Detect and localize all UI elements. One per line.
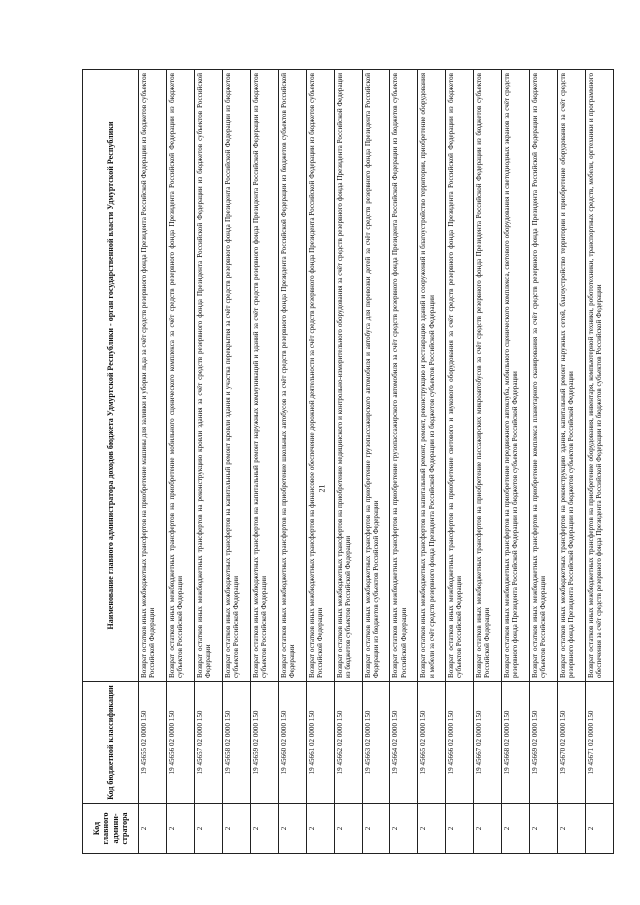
cell-admin-code: 2 — [194, 804, 222, 854]
cell-name: Возврат остатков иных межбюджетных трансфертов на капитальный ремонт наружных коммуникаций и зданий за счёт средств резервного фонда Президента Российской Федерации из бюджетов субъектов Российской Федерации — [250, 70, 278, 682]
cell-name: Возврат остатков иных межбюджетных трансфертов на приобретение мобильного сценического комплекса за счёт средств резервного фонда Президента Российской Федерации из бюджетов субъектов Российской Федерации — [166, 70, 194, 682]
table-row — [194, 70, 222, 854]
cell-budget-code: 19 45664 02 0000 150 — [390, 682, 418, 804]
table-body — [139, 70, 614, 854]
table-row — [222, 70, 250, 854]
cell-admin-code: 2 — [530, 804, 558, 854]
cell-budget-code: 19 45659 02 0000 150 — [250, 682, 278, 804]
header-budget-code: Код бюджетной классификации — [83, 682, 139, 804]
table-row — [166, 70, 194, 854]
cell-admin-code: 2 — [334, 804, 362, 854]
cell-admin-code: 2 — [250, 804, 278, 854]
cell-budget-code: 19 45658 02 0000 150 — [222, 682, 250, 804]
cell-name: Возврат остатков иных межбюджетных трансфертов на приобретение школьных автобусов за счёт средств резервного фонда Президента Российской Федерации из бюджетов субъектов Российской Федерации — [278, 70, 306, 682]
cell-name: Возврат остатков иных межбюджетных трансфертов на приобретение медицинского и контрольно-измерительного оборудования за счёт средств резервного фонда Президента Российской Федерации из бюджетов субъектов Российской Федерации — [334, 70, 362, 682]
cell-admin-code: 2 — [446, 804, 474, 854]
table-row — [530, 70, 558, 854]
cell-name: Возврат остатков иных межбюджетных трансфертов на приобретение комплекса планетарного сканирования за счёт средств резервного фонда Президента Российской Федерации из бюджетов субъектов Российской Федерации — [530, 70, 558, 682]
cell-budget-code: 19 45671 02 0000 150 — [586, 682, 614, 804]
cell-name: Возврат остатков иных межбюджетных трансфертов на реконструкцию здания, капитальный ремонт наружных сетей, благоустройство территории и приобретение оборудования за счёт средств резервного фонда Президента Российской Федерации из бюджетов субъектов Российской Федерации — [558, 70, 586, 682]
cell-name: Возврат остатков иных межбюджетных трансфертов на приобретение машины для заливки и уборки льда за счёт средств резервного фонда Президента Российской Федерации из бюджетов субъектов Российской Федерации — [139, 70, 167, 682]
cell-budget-code: 19 45669 02 0000 150 — [530, 682, 558, 804]
cell-name: Возврат остатков иных межбюджетных трансфертов на приобретение грузопассажирского автомобиля за счёт средств резервного фонда Президента Российской Федерации из бюджетов субъектов Российской Федерации — [390, 70, 418, 682]
cell-admin-code: 2 — [474, 804, 502, 854]
cell-budget-code: 19 45663 02 0000 150 — [362, 682, 390, 804]
cell-name: Возврат остатков иных межбюджетных трансфертов на приобретение светового и звукового оборудования за счёт средств резервного фонда Президента Российской Федерации из бюджетов субъектов Российской Федерации — [446, 70, 474, 682]
cell-name: Возврат остатков иных межбюджетных трансфертов на приобретение пассажирских микроавтобусов за счёт средств резервного фонда Президента Российской Федерации из бюджетов субъектов Российской Федерации — [474, 70, 502, 682]
cell-admin-code: 2 — [166, 804, 194, 854]
header-admin-code: Код главного админи-стратора — [83, 804, 139, 854]
table-row — [418, 70, 446, 854]
cell-name: Возврат остатков иных межбюджетных трансфертов на реконструкцию кровли здания за счёт средств резервного фонда Президента Российской Федерации из бюджетов субъектов Российской Федерации — [194, 70, 222, 682]
cell-name: Возврат остатков иных межбюджетных трансфертов на приобретение грузопассажирского автомобиля и автобуса для перевозки детей за счёт средств резервного фонда Президента Российской Федерации из бюджетов субъектов Российской Федерации — [362, 70, 390, 682]
table-row — [334, 70, 362, 854]
cell-budget-code: 19 45661 02 0000 150 — [306, 682, 334, 804]
cell-budget-code: 19 45665 02 0000 150 — [418, 682, 446, 804]
table-row — [362, 70, 390, 854]
document-table-area — [82, 70, 614, 854]
cell-name: Возврат остатков иных межбюджетных трансфертов на финансовое обеспечение дорожной деятельности за счёт средств резервного фонда Президента Российской Федерации из бюджетов субъектов Российской Федерации — [306, 70, 334, 682]
cell-name: Возврат остатков иных межбюджетных трансфертов на капитальный ремонт, ремонт, реконструкцию и реставрацию зданий и сооружений и благоустройство территории, приобретение оборудования и мебели за счёт средств резервного фонда Президента Российской Федерации из бюджетов субъектов Российской Федерации — [418, 70, 446, 682]
cell-budget-code: 19 45657 02 0000 150 — [194, 682, 222, 804]
cell-admin-code: 2 — [502, 804, 530, 854]
cell-budget-code: 19 45670 02 0000 150 — [558, 682, 586, 804]
cell-name: Возврат остатков иных межбюджетных трансфертов на приобретение оборудования, инвентаря, компьютерной техники, робототехники, транспортных средств, мебели, оргтехники и программного обеспечения за счёт средств резервного фонда Президента Российской Федерации из бюджетов субъектов Российской Федерации — [586, 70, 614, 682]
cell-budget-code: 19 45656 02 0000 150 — [166, 682, 194, 804]
cell-budget-code: 19 45668 02 0000 150 — [502, 682, 530, 804]
table-row — [474, 70, 502, 854]
table-row — [390, 70, 418, 854]
revenue-codes-table — [82, 69, 614, 854]
cell-admin-code: 2 — [362, 804, 390, 854]
cell-admin-code: 2 — [139, 804, 167, 854]
cell-budget-code: 19 45666 02 0000 150 — [446, 682, 474, 804]
cell-budget-code: 19 45667 02 0000 150 — [474, 682, 502, 804]
cell-budget-code: 19 45655 02 0000 150 — [139, 682, 167, 804]
header-name: Наименование главного администратора доходов бюджета Удмуртской Республики - орган государственной власти Удмуртской Республики — [83, 70, 139, 682]
table-row — [586, 70, 614, 854]
table-row — [306, 70, 334, 854]
cell-admin-code: 2 — [306, 804, 334, 854]
table-row — [139, 70, 167, 854]
table-row — [502, 70, 530, 854]
table-row — [558, 70, 586, 854]
table-row — [446, 70, 474, 854]
cell-admin-code: 2 — [418, 804, 446, 854]
cell-name: Возврат остатков иных межбюджетных трансфертов на приобретение передвижного автоклуба, мобильного сценического комплекса, светового оборудования и светодиодных экранов за счёт средств резервного фонда Президента Российской Федерации из бюджетов субъектов Российской Федерации — [502, 70, 530, 682]
cell-name: Возврат остатков иных межбюджетных трансфертов на капитальный ремонт кровли здания и участка перекрытия за счёт средств резервного фонда Президента Российской Федерации из бюджетов субъектов Российской Федерации — [222, 70, 250, 682]
table-row — [250, 70, 278, 854]
cell-admin-code: 2 — [390, 804, 418, 854]
cell-budget-code: 19 45662 02 0000 150 — [334, 682, 362, 804]
cell-admin-code: 2 — [586, 804, 614, 854]
cell-budget-code: 19 45660 02 0000 150 — [278, 682, 306, 804]
cell-admin-code: 2 — [222, 804, 250, 854]
table-header-row — [83, 70, 139, 854]
page-number: 21 — [317, 484, 327, 493]
cell-admin-code: 2 — [558, 804, 586, 854]
cell-admin-code: 2 — [278, 804, 306, 854]
table-row — [278, 70, 306, 854]
